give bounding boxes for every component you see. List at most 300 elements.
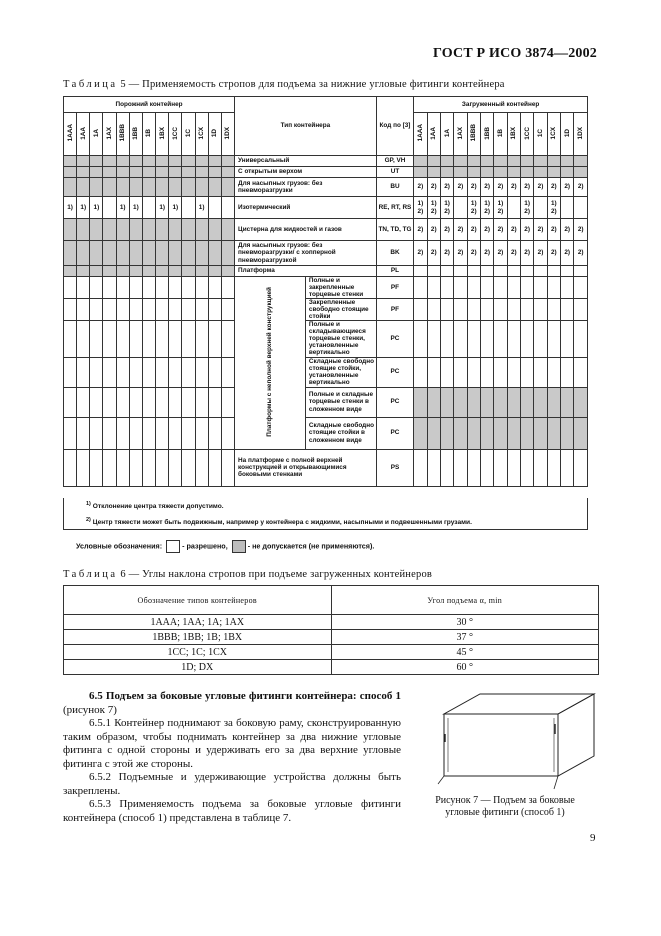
empty-mark	[195, 277, 208, 299]
empty-mark	[221, 167, 234, 178]
denied-swatch	[232, 540, 246, 553]
loaded-col-1B	[494, 113, 507, 156]
loaded-mark	[507, 387, 520, 417]
loaded-mark	[574, 449, 588, 486]
empty-mark	[77, 266, 90, 277]
column-code: 1BBB	[470, 124, 478, 142]
empty-mark	[156, 449, 169, 486]
empty-mark	[116, 156, 129, 167]
empty-mark: 1)	[64, 197, 77, 219]
empty-mark	[103, 178, 116, 197]
loaded-mark: 2)	[574, 241, 588, 266]
empty-mark	[182, 156, 195, 167]
loaded-mark	[414, 277, 427, 299]
empty-mark	[142, 299, 155, 321]
container-code: TN, TD, TG	[376, 219, 413, 241]
empty-mark	[103, 299, 116, 321]
loaded-mark	[574, 357, 588, 387]
table-row	[64, 660, 599, 675]
container-code: BK	[376, 241, 413, 266]
container-types: 1D; DX	[64, 660, 332, 675]
note-1: $^{1)}$ Отклонение центра тяжести допустимо.	[86, 501, 224, 511]
empty-col-1AA	[77, 113, 90, 156]
loaded-mark: 1) 2)	[480, 197, 493, 219]
empty-mark	[103, 321, 116, 357]
empty-mark	[195, 241, 208, 266]
empty-mark	[182, 417, 195, 449]
empty-mark	[142, 156, 155, 167]
loaded-mark	[467, 357, 480, 387]
loaded-mark: 1) 2)	[440, 197, 453, 219]
container-code: GP, VH	[376, 156, 413, 167]
empty-mark	[64, 241, 77, 266]
empty-mark	[169, 321, 182, 357]
container-type: Складные свободно стоящие стойки в сложенном виде	[305, 417, 376, 449]
loaded-mark	[467, 417, 480, 449]
loaded-mark	[547, 357, 560, 387]
empty-mark	[142, 178, 155, 197]
empty-mark	[195, 357, 208, 387]
loaded-mark: 2)	[494, 219, 507, 241]
container-code: PL	[376, 266, 413, 277]
empty-col-1CC	[169, 113, 182, 156]
loaded-mark	[467, 321, 480, 357]
empty-mark	[142, 219, 155, 241]
loaded-mark	[574, 417, 588, 449]
loaded-mark: 2)	[507, 219, 520, 241]
empty-mark	[156, 417, 169, 449]
loaded-mark	[574, 156, 588, 167]
table-row	[64, 645, 599, 660]
loaded-mark	[440, 299, 453, 321]
empty-mark	[116, 266, 129, 277]
container-type: Для насыпных грузов: без пневмоpазгрузки	[235, 178, 377, 197]
loaded-mark: 2)	[467, 178, 480, 197]
empty-mark	[208, 449, 221, 486]
empty-mark	[169, 277, 182, 299]
column-code: 1BBB	[119, 124, 127, 142]
loaded-mark	[454, 299, 467, 321]
empty-mark	[195, 178, 208, 197]
page-number: 9	[590, 832, 596, 844]
loaded-mark: 1) 2)	[547, 197, 560, 219]
loaded-mark	[414, 266, 427, 277]
loaded-mark	[467, 299, 480, 321]
loaded-mark: 2)	[547, 241, 560, 266]
loaded-mark	[574, 266, 588, 277]
loaded-mark	[561, 357, 574, 387]
empty-mark	[77, 321, 90, 357]
empty-mark	[221, 241, 234, 266]
loaded-mark: 2)	[467, 241, 480, 266]
empty-mark	[90, 321, 103, 357]
loaded-mark	[507, 321, 520, 357]
empty-mark	[116, 299, 129, 321]
column-code: 1CX	[550, 126, 558, 140]
loaded-mark	[454, 266, 467, 277]
loaded-mark	[414, 299, 427, 321]
loaded-col-1A	[440, 113, 453, 156]
empty-mark: 1)	[169, 197, 182, 219]
loaded-mark	[427, 266, 440, 277]
empty-mark	[208, 167, 221, 178]
loaded-mark	[440, 167, 453, 178]
empty-mark	[221, 299, 234, 321]
empty-mark: 1)	[116, 197, 129, 219]
empty-mark: 1)	[129, 197, 142, 219]
empty-mark	[156, 266, 169, 277]
empty-mark	[77, 241, 90, 266]
container-types: 1AAA; 1AA; 1A; 1AX	[64, 615, 332, 630]
loaded-mark: 2)	[440, 178, 453, 197]
table5-caption: Таблица 5 — Применяемость стропов для подъема за нижние угловые фитинги контейнера	[63, 79, 505, 90]
column-code: 1A	[443, 128, 451, 138]
empty-col-1AX	[103, 113, 116, 156]
column-code: 1A	[92, 128, 100, 138]
loaded-mark	[534, 167, 547, 178]
loaded-mark	[427, 449, 440, 486]
loaded-mark: 2)	[440, 241, 453, 266]
empty-mark	[156, 277, 169, 299]
loaded-mark	[494, 321, 507, 357]
container-code: BU	[376, 178, 413, 197]
empty-mark	[64, 299, 77, 321]
loaded-mark	[454, 197, 467, 219]
empty-mark	[221, 156, 234, 167]
loaded-mark	[507, 167, 520, 178]
loaded-mark	[467, 266, 480, 277]
loaded-mark	[534, 357, 547, 387]
empty-mark	[103, 266, 116, 277]
empty-mark	[77, 449, 90, 486]
empty-mark	[90, 277, 103, 299]
column-code: 1BX	[158, 126, 166, 140]
loaded-mark	[480, 167, 493, 178]
loaded-mark	[494, 387, 507, 417]
empty-mark	[182, 241, 195, 266]
loaded-mark	[507, 299, 520, 321]
empty-mark	[208, 387, 221, 417]
empty-mark	[156, 219, 169, 241]
loaded-mark	[507, 197, 520, 219]
loaded-col-1DX	[574, 113, 588, 156]
empty-mark	[64, 387, 77, 417]
loaded-mark	[574, 387, 588, 417]
empty-mark	[182, 277, 195, 299]
platform-group-label	[235, 277, 306, 450]
empty-mark	[195, 266, 208, 277]
loaded-mark	[440, 156, 453, 167]
empty-mark	[90, 167, 103, 178]
loaded-col-1BX	[507, 113, 520, 156]
loaded-mark	[534, 197, 547, 219]
figure-caption: Рисунок 7 — Подъем за боковые угловые фитинги (способ 1)	[435, 795, 575, 818]
loaded-mark: 1) 2)	[494, 197, 507, 219]
empty-mark	[221, 321, 234, 357]
empty-mark	[221, 197, 234, 219]
container-code: PC	[376, 387, 413, 417]
loaded-mark: 2)	[520, 178, 533, 197]
empty-mark	[129, 266, 142, 277]
loaded-col-1CX	[547, 113, 560, 156]
empty-mark	[221, 266, 234, 277]
empty-mark	[116, 241, 129, 266]
loaded-mark: 2)	[480, 241, 493, 266]
empty-mark	[129, 167, 142, 178]
empty-mark	[90, 156, 103, 167]
empty-mark	[142, 266, 155, 277]
loaded-mark	[467, 449, 480, 486]
loaded-mark	[574, 277, 588, 299]
loaded-mark	[534, 321, 547, 357]
empty-mark	[208, 178, 221, 197]
empty-mark	[169, 417, 182, 449]
loaded-mark	[467, 167, 480, 178]
container-type: На платформе с полной верхней конструкцией и открывающимися боковыми стенками	[235, 449, 377, 486]
loaded-col-1BB	[480, 113, 493, 156]
loaded-col-1CC	[520, 113, 533, 156]
empty-mark	[64, 417, 77, 449]
loaded-mark	[414, 167, 427, 178]
container-code: PF	[376, 299, 413, 321]
loaded-mark	[520, 417, 533, 449]
empty-mark	[64, 449, 77, 486]
empty-mark	[129, 178, 142, 197]
loaded-mark: 2)	[520, 241, 533, 266]
lift-angle: 60 °	[331, 660, 599, 675]
empty-mark	[208, 357, 221, 387]
empty-mark	[221, 219, 234, 241]
empty-mark	[103, 357, 116, 387]
empty-mark	[116, 219, 129, 241]
loaded-mark	[520, 357, 533, 387]
loaded-mark	[494, 266, 507, 277]
loaded-mark	[414, 357, 427, 387]
container-type: Полные и закрепленные торцевые стенки	[305, 277, 376, 299]
column-code: 1AA	[79, 126, 87, 140]
loaded-mark	[507, 156, 520, 167]
empty-col-1DX	[221, 113, 234, 156]
container-code: RE, RT, RS	[376, 197, 413, 219]
empty-mark	[90, 241, 103, 266]
empty-mark	[195, 387, 208, 417]
column-code: 1BX	[510, 126, 518, 140]
container-type: Полные и складывающиеся торцевые стенки, установленные вертикально	[305, 321, 376, 357]
loaded-mark	[547, 417, 560, 449]
loaded-mark: 2)	[534, 219, 547, 241]
empty-mark	[77, 277, 90, 299]
loaded-mark	[534, 449, 547, 486]
container-code: PC	[376, 357, 413, 387]
legend: Условные обозначения: - разрешено, - не допускается (не применяются).	[76, 540, 374, 553]
empty-mark	[156, 387, 169, 417]
empty-mark	[129, 219, 142, 241]
loaded-mark	[454, 321, 467, 357]
container-type: Закрепленные свободно стоящие стойки	[305, 299, 376, 321]
empty-mark	[182, 266, 195, 277]
empty-mark	[182, 321, 195, 357]
loaded-mark	[574, 167, 588, 178]
loaded-mark	[547, 321, 560, 357]
loaded-mark: 2)	[454, 178, 467, 197]
loaded-mark	[480, 266, 493, 277]
loaded-mark	[440, 321, 453, 357]
column-code: 1AX	[456, 126, 464, 140]
empty-mark	[156, 357, 169, 387]
empty-mark	[156, 178, 169, 197]
allowed-swatch	[166, 540, 180, 553]
empty-mark	[64, 219, 77, 241]
empty-mark	[129, 387, 142, 417]
loaded-mark	[561, 266, 574, 277]
loaded-mark	[561, 417, 574, 449]
loaded-col-1AAA	[414, 113, 427, 156]
empty-mark	[116, 417, 129, 449]
loaded-mark	[494, 449, 507, 486]
loaded-col-1C	[534, 113, 547, 156]
loaded-mark	[574, 321, 588, 357]
empty-mark	[142, 167, 155, 178]
empty-mark	[142, 321, 155, 357]
empty-mark	[64, 277, 77, 299]
loaded-mark	[427, 387, 440, 417]
loaded-mark	[454, 417, 467, 449]
empty-col-1D	[208, 113, 221, 156]
loaded-mark	[440, 417, 453, 449]
empty-mark	[221, 357, 234, 387]
loaded-mark: 1) 2)	[427, 197, 440, 219]
container-type: Цистерна для жидкостей и газов	[235, 219, 377, 241]
empty-mark	[129, 299, 142, 321]
empty-mark	[195, 299, 208, 321]
loaded-mark: 2)	[440, 219, 453, 241]
loaded-mark	[467, 156, 480, 167]
empty-mark	[169, 357, 182, 387]
empty-mark	[182, 219, 195, 241]
container-type: Складные свободно стоящие стойки, установленные вертикально	[305, 357, 376, 387]
empty-mark	[129, 321, 142, 357]
code-header: Код по [3]	[376, 97, 413, 156]
empty-mark	[116, 321, 129, 357]
empty-mark	[182, 357, 195, 387]
empty-mark	[77, 156, 90, 167]
empty-mark	[208, 321, 221, 357]
paragraph-6-5-3: 6.5.3 Применяемость подъема за боковые угловые фитинги контейнера (способ 1) представлена в таблице 7.	[63, 798, 401, 824]
column-code: 1D	[563, 128, 571, 138]
empty-col-1BX	[156, 113, 169, 156]
loaded-mark: 2)	[454, 241, 467, 266]
container-code: PC	[376, 321, 413, 357]
empty-col-1C	[182, 113, 195, 156]
empty-mark: 1)	[77, 197, 90, 219]
loaded-mark	[480, 299, 493, 321]
container-type: Для насыпных грузов: без пневмоpазгрузки/ с хоппернoй пневмоpазгрузкой	[235, 241, 377, 266]
loaded-mark: 2)	[574, 178, 588, 197]
empty-mark	[208, 417, 221, 449]
empty-mark	[116, 449, 129, 486]
loaded-mark	[440, 357, 453, 387]
empty-mark	[116, 178, 129, 197]
empty-mark	[169, 299, 182, 321]
paragraph-6-5-2: 6.5.2 Подъемные и удерживающие устройства должны быть закреплены.	[63, 771, 401, 797]
loaded-mark	[534, 266, 547, 277]
container-code: UT	[376, 167, 413, 178]
empty-mark	[90, 219, 103, 241]
empty-mark	[208, 277, 221, 299]
empty-mark	[103, 197, 116, 219]
loaded-mark	[574, 299, 588, 321]
container-type: Платформа	[235, 266, 377, 277]
loaded-mark: 2)	[427, 178, 440, 197]
empty-mark	[116, 167, 129, 178]
loaded-mark	[454, 387, 467, 417]
loaded-mark	[480, 277, 493, 299]
loaded-mark	[534, 277, 547, 299]
empty-mark	[156, 167, 169, 178]
empty-mark	[208, 156, 221, 167]
loaded-mark	[520, 277, 533, 299]
loaded-mark	[427, 277, 440, 299]
container-drawing	[438, 694, 594, 789]
loaded-mark	[427, 156, 440, 167]
empty-mark	[169, 449, 182, 486]
empty-mark	[90, 299, 103, 321]
empty-mark	[208, 266, 221, 277]
page-header: ГОСТ Р ИСО 3874—2002	[432, 46, 597, 61]
loaded-mark	[414, 449, 427, 486]
loaded-mark: 2)	[574, 219, 588, 241]
empty-mark	[142, 387, 155, 417]
empty-mark	[103, 156, 116, 167]
table-row	[64, 630, 599, 645]
loaded-mark: 2)	[480, 178, 493, 197]
empty-mark	[64, 167, 77, 178]
empty-mark	[103, 387, 116, 417]
loaded-mark	[547, 299, 560, 321]
column-code: 1CC	[523, 126, 531, 140]
empty-mark	[64, 178, 77, 197]
loaded-mark	[547, 156, 560, 167]
loaded-mark	[494, 417, 507, 449]
loaded-mark	[454, 449, 467, 486]
container-type: Изотермический	[235, 197, 377, 219]
loaded-mark	[507, 277, 520, 299]
empty-mark	[195, 156, 208, 167]
loaded-mark	[507, 417, 520, 449]
loaded-mark	[494, 277, 507, 299]
loaded-mark: 2)	[494, 241, 507, 266]
empty-col-1A	[90, 113, 103, 156]
empty-mark	[182, 299, 195, 321]
loaded-mark: 2)	[414, 241, 427, 266]
table6-head-angle: Угол подъема α, min	[331, 586, 599, 615]
empty-mark	[142, 449, 155, 486]
loaded-mark	[507, 266, 520, 277]
loaded-mark	[440, 449, 453, 486]
empty-mark	[64, 266, 77, 277]
empty-mark	[103, 277, 116, 299]
table5	[63, 96, 588, 487]
empty-mark	[77, 357, 90, 387]
empty-mark	[169, 156, 182, 167]
loaded-mark	[427, 357, 440, 387]
empty-col-1CX	[195, 113, 208, 156]
loaded-mark	[547, 167, 560, 178]
empty-mark	[103, 417, 116, 449]
section-title: 6.5 Подъем за боковые угловые фитинги контейнера: способ 1 (рисунок 7)	[63, 690, 401, 716]
empty-mark	[195, 321, 208, 357]
empty-mark	[221, 417, 234, 449]
